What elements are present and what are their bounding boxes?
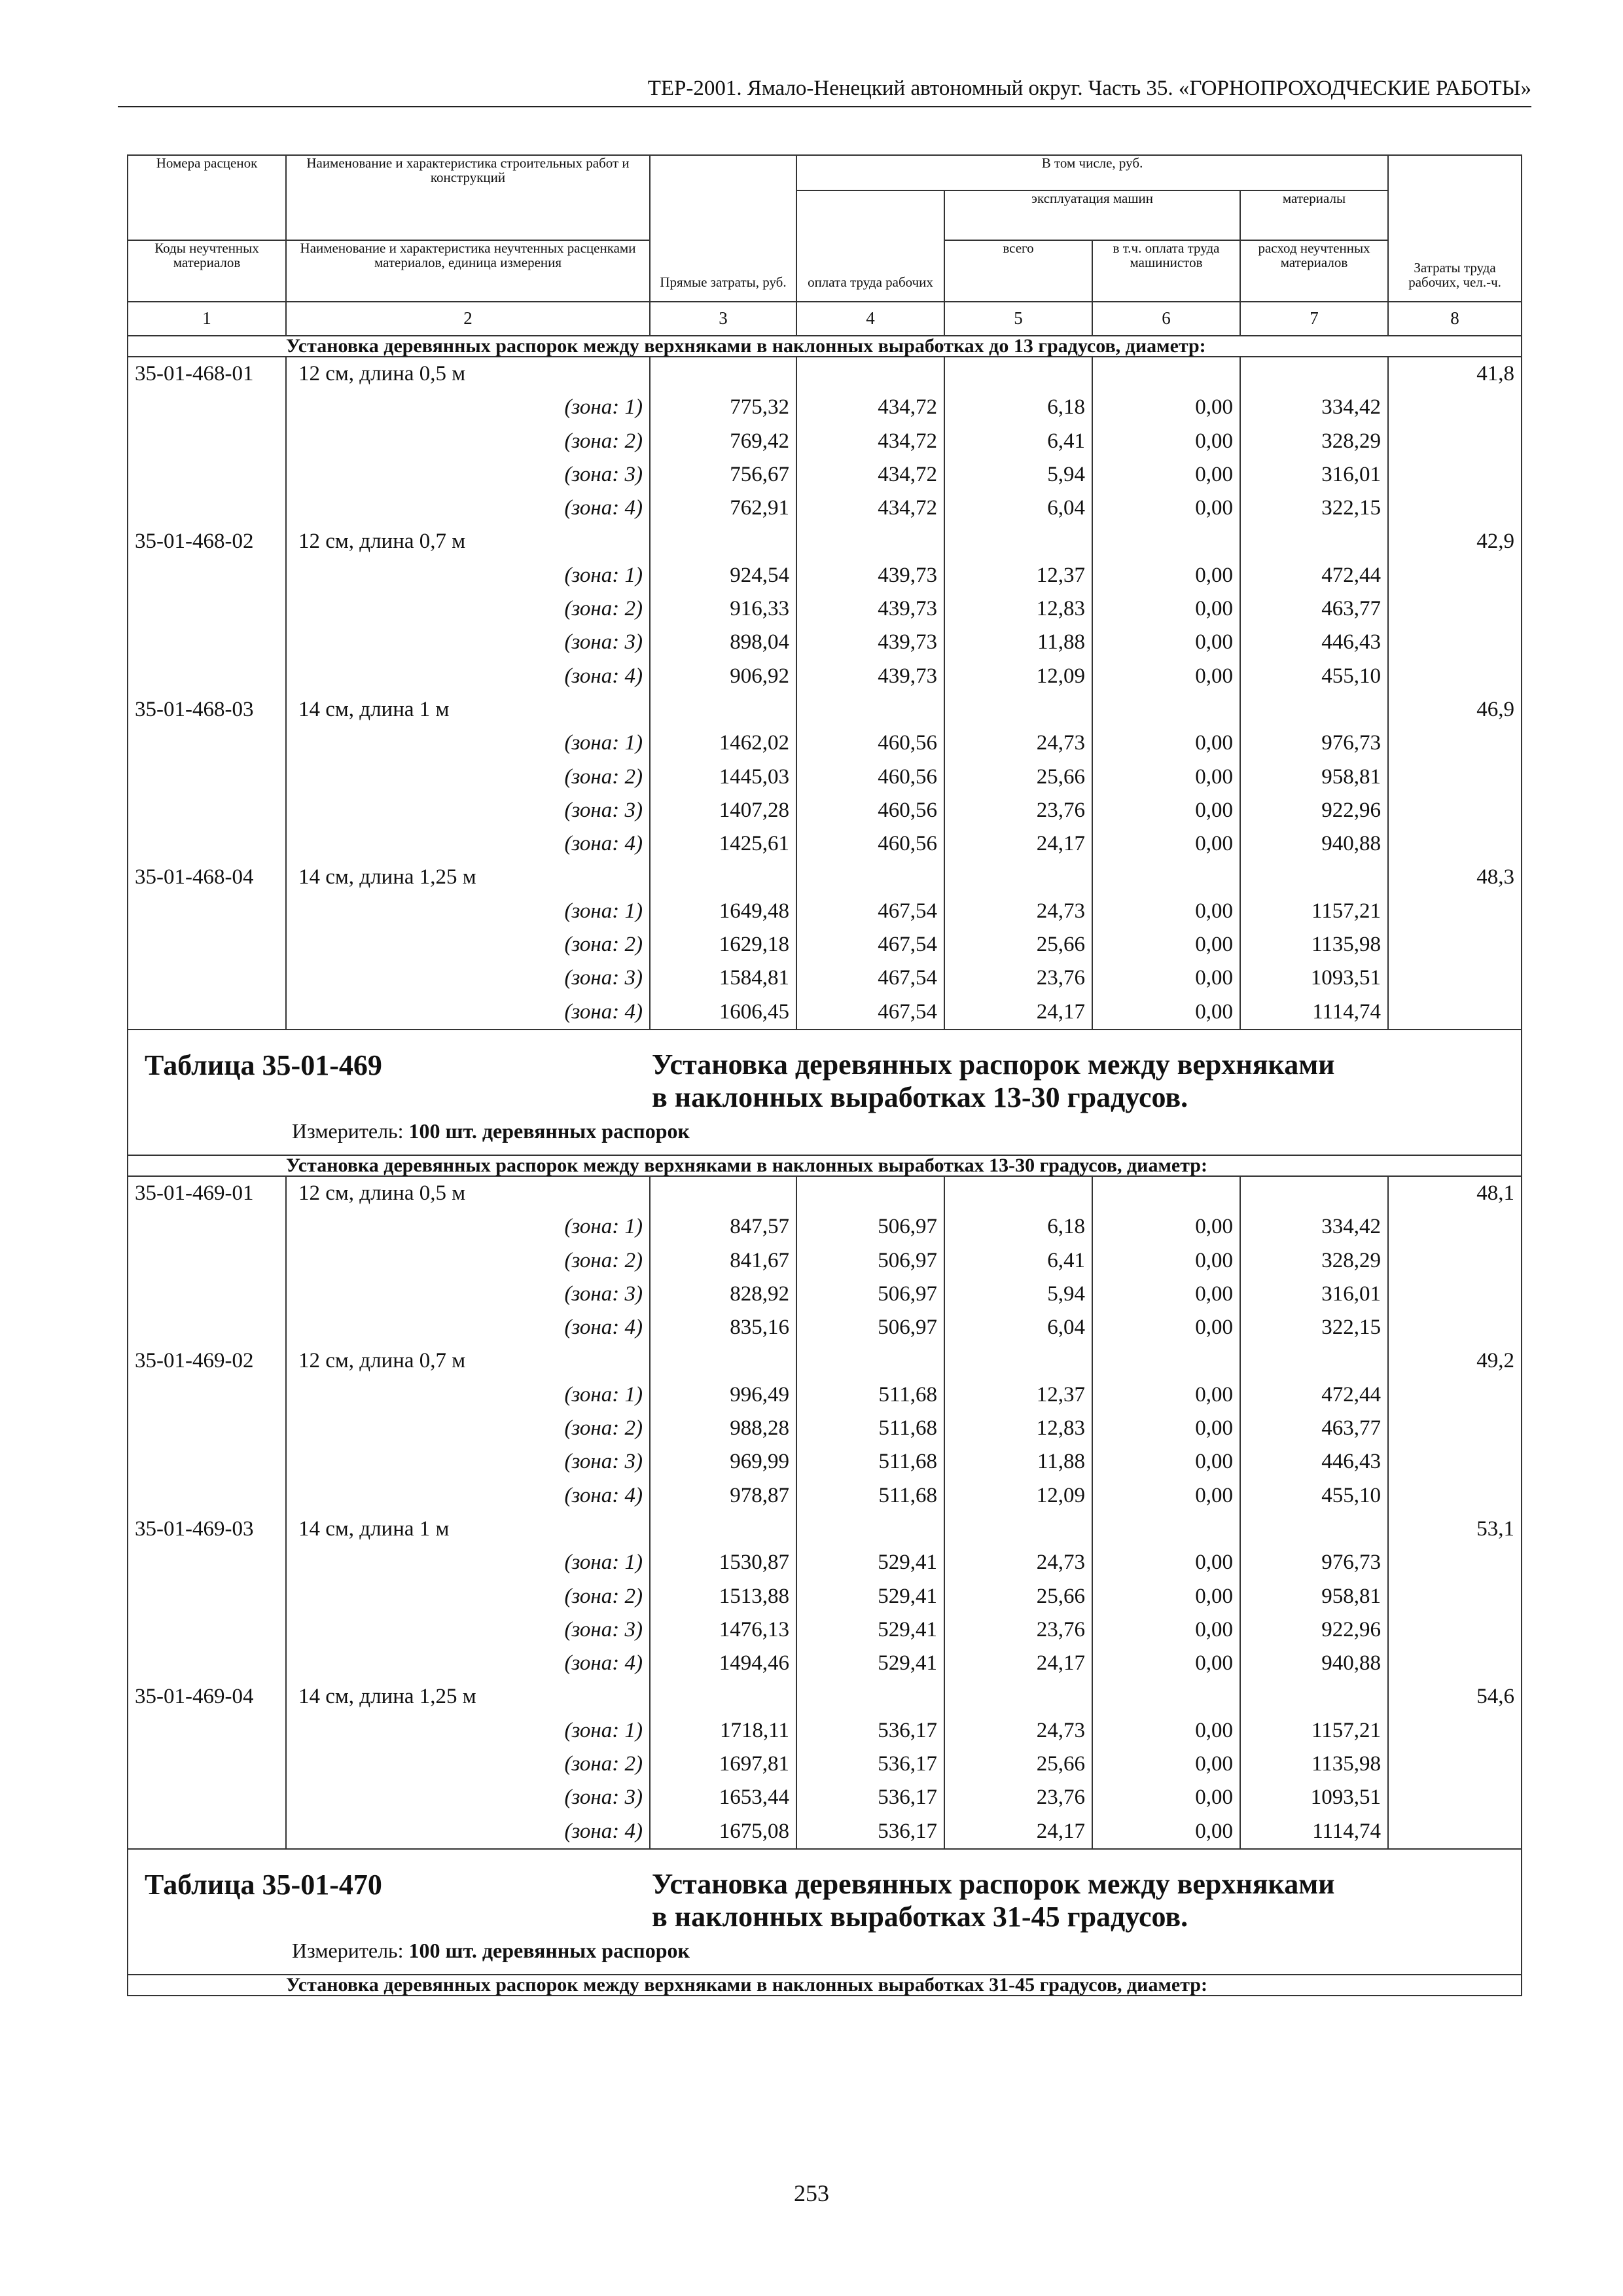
col-header-labor: Затраты труда рабочих, чел.-ч. [1388,155,1522,302]
zone-label: (зона: 1) [564,899,643,923]
value-mat: 455,10 [1321,1483,1382,1507]
table-470 [128,1849,1522,1996]
table-meter: Измеритель: 100 шт. деревянных распорок [292,1938,690,1962]
zone-label: (зона: 1) [564,1551,643,1575]
value-direct: 1407,28 [719,798,789,822]
value-wage: 529,41 [878,1651,937,1676]
zone-label: (зона: 3) [564,1617,643,1641]
zone-label: (зона: 2) [564,764,643,789]
col-number: 2 [286,302,650,336]
zone-label: (зона: 4) [564,1316,643,1340]
value-direct: 841,67 [730,1248,789,1272]
value-mach-wage: 0,00 [1195,664,1233,688]
value-direct: 762,91 [730,496,789,520]
rate-name: 14 см, длина 1 м [298,1516,450,1541]
col-header-operator-wages: в т.ч. оплата труда машинистов [1092,240,1240,302]
value-wage: 467,54 [878,999,937,1024]
zone-label: (зона: 4) [564,999,643,1024]
value-mat: 316,01 [1321,462,1382,486]
value-direct: 988,28 [730,1416,789,1441]
value-mat: 1135,98 [1311,1751,1382,1776]
value-mat: 472,44 [1321,1382,1382,1407]
value-wage: 536,17 [878,1718,937,1742]
value-mach: 6,18 [1047,1215,1085,1239]
section-heading: Установка деревянных распорок между верхняками в наклонных выработках до 13 градусов, диаметр: [286,336,1522,357]
value-direct: 769,42 [730,429,789,453]
rate-code: 35-01-468-01 [135,362,254,386]
value-wage: 511,68 [878,1416,937,1441]
value-mach: 12,83 [1036,1416,1085,1441]
rate-code: 35-01-469-04 [135,1685,254,1709]
value-mach: 23,76 [1036,798,1085,822]
rate-code: 35-01-469-03 [135,1516,254,1541]
rate-row [128,1680,1522,1848]
zone-label: (зона: 3) [564,966,643,990]
value-mat: 322,15 [1321,496,1382,520]
col-number: 6 [1092,302,1240,336]
value-mat: 976,73 [1321,731,1382,755]
col-number: 3 [650,302,796,336]
zone-label: (зона: 2) [564,597,643,621]
value-mach: 24,17 [1036,1819,1085,1843]
zone-label: (зона: 1) [564,395,643,420]
value-mach: 5,94 [1047,462,1085,486]
value-mat: 940,88 [1321,832,1382,856]
zone-label: (зона: 2) [564,1751,643,1776]
value-direct: 1462,02 [719,731,789,755]
zone-label: (зона: 1) [564,1718,643,1742]
col-header-work-name: Наименование и характеристика строительных работ и конструкций [286,155,650,240]
rate-code: 35-01-469-02 [135,1349,254,1373]
value-direct: 835,16 [730,1316,789,1340]
value-mat: 922,96 [1321,798,1382,822]
value-direct: 1476,13 [719,1617,789,1641]
section-468 [128,336,1522,357]
zone-label: (зона: 4) [564,664,643,688]
value-direct: 906,92 [730,664,789,688]
value-direct: 1584,81 [719,966,789,990]
value-direct: 1653,44 [719,1785,789,1810]
value-wage: 439,73 [878,597,937,621]
value-mach: 25,66 [1036,933,1085,957]
rate-row [128,693,1522,861]
value-wage: 434,72 [878,496,937,520]
zone-label: (зона: 4) [564,832,643,856]
table-number: Таблица 35-01-470 [145,1868,382,1901]
col-header-including: В том числе, руб. [796,155,1388,190]
labor-cost: 42,9 [1476,529,1515,554]
zone-label: (зона: 1) [564,1382,643,1407]
value-mat: 922,96 [1321,1617,1382,1641]
value-mach-wage: 0,00 [1195,630,1233,655]
value-direct: 1718,11 [719,1718,789,1742]
value-mach: 25,66 [1036,1751,1085,1776]
section-heading: Установка деревянных распорок между верхняками в наклонных выработках 13-30 градусов, диаметр: [286,1155,1522,1176]
rate-row [128,1176,1522,1344]
value-mach: 24,17 [1036,999,1085,1024]
zone-label: (зона: 2) [564,933,643,957]
rows-469 [128,1176,1522,1849]
rate-name: 12 см, длина 0,7 м [298,529,466,554]
value-mat: 328,29 [1321,429,1382,453]
value-wage: 460,56 [878,832,937,856]
value-mat: 1093,51 [1310,1785,1382,1810]
page-number: 253 [794,2180,829,2206]
value-mach: 12,09 [1036,664,1085,688]
table-head [128,155,1522,336]
col-header-materials: материалы [1240,190,1388,240]
value-mach: 6,18 [1047,395,1085,420]
value-mat: 463,77 [1321,597,1382,621]
labor-cost: 48,1 [1476,1181,1515,1205]
value-mat: 1114,74 [1312,999,1382,1024]
value-mach-wage: 0,00 [1195,1718,1233,1742]
value-mach: 6,04 [1047,496,1085,520]
col-number: 5 [944,302,1092,336]
rate-name: 14 см, длина 1 м [298,697,450,721]
value-mach-wage: 0,00 [1195,1316,1233,1340]
zone-label: (зона: 2) [564,1584,643,1608]
col-header-material-usage: расход неучтенных материалов [1240,240,1388,302]
value-mach-wage: 0,00 [1195,1751,1233,1776]
value-direct: 916,33 [730,597,789,621]
value-mach: 23,76 [1036,1785,1085,1810]
value-direct: 847,57 [730,1215,789,1239]
value-wage: 536,17 [878,1751,937,1776]
value-wage: 439,73 [878,664,937,688]
value-wage: 434,72 [878,395,937,420]
value-mat: 446,43 [1321,630,1382,655]
section-heading: Установка деревянных распорок между верхняками в наклонных выработках 31-45 градусов, диаметр: [286,1975,1522,1996]
rate-name: 14 см, длина 1,25 м [298,865,476,889]
value-wage: 506,97 [878,1316,937,1340]
value-mach-wage: 0,00 [1195,1282,1233,1306]
value-direct: 1513,88 [719,1584,789,1608]
value-mach: 24,17 [1036,832,1085,856]
rate-row [128,861,1522,1029]
value-mach-wage: 0,00 [1195,1248,1233,1272]
zone-label: (зона: 3) [564,630,643,655]
zone-label: (зона: 4) [564,1483,643,1507]
value-wage: 460,56 [878,731,937,755]
value-mach-wage: 0,00 [1195,999,1233,1024]
value-direct: 898,04 [730,630,789,655]
value-mat: 940,88 [1321,1651,1382,1676]
value-mach-wage: 0,00 [1195,731,1233,755]
zone-label: (зона: 1) [564,731,643,755]
value-mach-wage: 0,00 [1195,832,1233,856]
value-direct: 1675,08 [719,1819,789,1843]
value-mach-wage: 0,00 [1195,899,1233,923]
value-mat: 472,44 [1321,563,1382,587]
value-mach-wage: 0,00 [1195,597,1233,621]
value-wage: 511,68 [878,1450,937,1474]
value-mach: 11,88 [1037,1450,1085,1474]
value-wage: 529,41 [878,1584,937,1608]
value-mat: 1135,98 [1311,933,1382,957]
value-mach-wage: 0,00 [1195,1382,1233,1407]
value-mat: 322,15 [1321,1316,1382,1340]
col-header-machines-total: всего [944,240,1092,302]
value-mach-wage: 0,00 [1195,764,1233,789]
value-mach-wage: 0,00 [1195,496,1233,520]
value-wage: 536,17 [878,1819,937,1843]
value-mat: 958,81 [1321,1584,1382,1608]
zone-label: (зона: 2) [564,1248,643,1272]
zone-label: (зона: 4) [564,1651,643,1676]
zone-label: (зона: 3) [564,462,643,486]
value-mach-wage: 0,00 [1195,1483,1233,1507]
value-wage: 467,54 [878,899,937,923]
rate-row [128,1513,1522,1680]
rate-row [128,357,1522,525]
value-wage: 439,73 [878,563,937,587]
rate-code: 35-01-468-02 [135,529,254,554]
value-mach: 6,04 [1047,1316,1085,1340]
zone-label: (зона: 2) [564,429,643,453]
value-mat: 976,73 [1321,1551,1382,1575]
value-wage: 506,97 [878,1215,937,1239]
value-wage: 506,97 [878,1282,937,1306]
rate-row [128,1344,1522,1512]
value-mach: 12,37 [1036,1382,1085,1407]
value-mach-wage: 0,00 [1195,1785,1233,1810]
table-title: Установка деревянных распорок между верхняками в наклонных выработках 31-45 градусов. [652,1867,1335,1933]
value-mach: 24,73 [1036,1551,1085,1575]
value-mach-wage: 0,00 [1195,563,1233,587]
zone-label: (зона: 3) [564,1785,643,1810]
value-wage: 529,41 [878,1551,937,1575]
value-mat: 455,10 [1321,664,1382,688]
value-direct: 924,54 [730,563,789,587]
value-wage: 439,73 [878,630,937,655]
value-wage: 467,54 [878,933,937,957]
value-direct: 1425,61 [719,832,789,856]
value-wage: 511,68 [878,1483,937,1507]
value-mat: 463,77 [1321,1416,1382,1441]
zone-label: (зона: 1) [564,1215,643,1239]
value-mach-wage: 0,00 [1195,395,1233,420]
value-mat: 958,81 [1321,764,1382,789]
value-mach: 23,76 [1036,966,1085,990]
zone-label: (зона: 3) [564,1450,643,1474]
value-direct: 1494,46 [719,1651,789,1676]
value-mach-wage: 0,00 [1195,462,1233,486]
value-mach: 24,73 [1036,1718,1085,1742]
labor-cost: 54,6 [1476,1685,1515,1709]
value-mach: 24,73 [1036,899,1085,923]
value-mat: 328,29 [1321,1248,1382,1272]
labor-cost: 53,1 [1476,1516,1515,1541]
table-meter: Измеритель: 100 шт. деревянных распорок [292,1119,690,1143]
value-direct: 775,32 [730,395,789,420]
rate-name: 12 см, длина 0,5 м [298,1181,466,1205]
value-mach-wage: 0,00 [1195,798,1233,822]
value-wage: 529,41 [878,1617,937,1641]
value-mach: 23,76 [1036,1617,1085,1641]
value-mach: 12,83 [1036,597,1085,621]
value-mach: 24,73 [1036,731,1085,755]
value-mach-wage: 0,00 [1195,1651,1233,1676]
value-mat: 1157,21 [1311,1718,1382,1742]
value-wage: 506,97 [878,1248,937,1272]
value-direct: 1697,81 [719,1751,789,1776]
value-mat: 334,42 [1321,1215,1382,1239]
labor-cost: 49,2 [1476,1349,1515,1373]
col-header-wages: оплата труда рабочих [796,190,944,302]
value-mach-wage: 0,00 [1195,966,1233,990]
value-mach-wage: 0,00 [1195,429,1233,453]
table-title: Установка деревянных распорок между верхняками в наклонных выработках 13-30 градусов. [652,1048,1335,1113]
zone-label: (зона: 3) [564,798,643,822]
value-mach: 12,09 [1036,1483,1085,1507]
value-mach-wage: 0,00 [1195,1584,1233,1608]
value-mach-wage: 0,00 [1195,1416,1233,1441]
value-mach: 6,41 [1047,1248,1085,1272]
value-mach-wage: 0,00 [1195,1215,1233,1239]
value-wage: 434,72 [878,429,937,453]
value-wage: 467,54 [878,966,937,990]
value-direct: 756,67 [730,462,789,486]
value-mach: 25,66 [1036,1584,1085,1608]
value-direct: 1445,03 [719,764,789,789]
value-direct: 1629,18 [719,933,789,957]
value-mat: 334,42 [1321,395,1382,420]
value-mach: 25,66 [1036,764,1085,789]
zone-label: (зона: 4) [564,496,643,520]
value-mach-wage: 0,00 [1195,933,1233,957]
col-header-rate-numbers: Номера расценок [128,155,286,240]
value-wage: 511,68 [878,1382,937,1407]
value-mach-wage: 0,00 [1195,1617,1233,1641]
value-wage: 434,72 [878,462,937,486]
value-mat: 1157,21 [1311,899,1382,923]
value-direct: 1530,87 [719,1551,789,1575]
col-header-material-names: Наименование и характеристика неучтенных расценками материалов, единица измерения [286,240,650,302]
value-mach: 24,17 [1036,1651,1085,1676]
value-direct: 828,92 [730,1282,789,1306]
running-title: ТЕР-2001. Ямало-Ненецкий автономный округ. Часть 35. «ГОРНОПРОХОДЧЕСКИЕ РАБОТЫ» [647,77,1531,100]
value-wage: 536,17 [878,1785,937,1810]
value-mach: 6,41 [1047,429,1085,453]
rate-name: 14 см, длина 1,25 м [298,1685,476,1709]
rate-name: 12 см, длина 0,5 м [298,362,466,386]
value-direct: 969,99 [730,1450,789,1474]
rows-468 [128,357,1522,1030]
value-mach-wage: 0,00 [1195,1819,1233,1843]
col-header-machines: эксплуатация машин [944,190,1240,240]
rate-code: 35-01-468-04 [135,865,254,889]
table-number: Таблица 35-01-469 [145,1049,382,1081]
rate-code: 35-01-469-01 [135,1181,254,1205]
col-number: 1 [128,302,286,336]
col-number: 7 [1240,302,1388,336]
value-mat: 1093,51 [1310,966,1382,990]
page-header [118,71,1531,107]
rate-row [128,525,1522,692]
value-direct: 978,87 [730,1483,789,1507]
labor-cost: 41,8 [1476,362,1515,386]
value-direct: 1649,48 [719,899,789,923]
zone-label: (зона: 1) [564,563,643,587]
value-wage: 460,56 [878,798,937,822]
value-wage: 460,56 [878,764,937,789]
col-number: 4 [796,302,944,336]
value-direct: 1606,45 [719,999,789,1024]
zone-label: (зона: 3) [564,1282,643,1306]
value-mach: 12,37 [1036,563,1085,587]
col-header-direct-costs: Прямые затраты, руб. [650,155,796,302]
value-mach-wage: 0,00 [1195,1450,1233,1474]
col-header-material-codes: Коды неучтенных материалов [128,240,286,302]
value-direct: 996,49 [730,1382,789,1407]
labor-cost: 48,3 [1476,865,1515,889]
table-469 [128,1030,1522,1176]
labor-cost: 46,9 [1476,697,1515,721]
value-mach: 11,88 [1037,630,1085,655]
value-mat: 1114,74 [1312,1819,1382,1843]
value-mach-wage: 0,00 [1195,1551,1233,1575]
value-mat: 316,01 [1321,1282,1382,1306]
zone-label: (зона: 4) [564,1819,643,1843]
zone-label: (зона: 2) [564,1416,643,1441]
rates-table [127,154,1522,1996]
value-mat: 446,43 [1321,1450,1382,1474]
rate-code: 35-01-468-03 [135,697,254,721]
rate-name: 12 см, длина 0,7 м [298,1349,466,1373]
value-mach: 5,94 [1047,1282,1085,1306]
col-number: 8 [1388,302,1522,336]
